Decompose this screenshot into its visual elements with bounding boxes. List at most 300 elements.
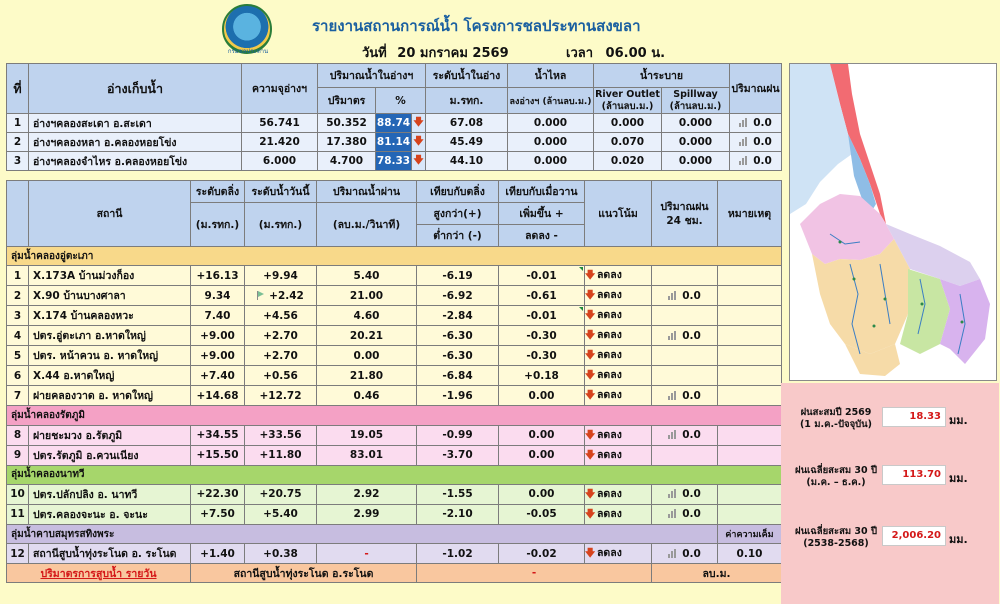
reservoir-level: 44.10 [426,152,508,171]
report-header [0,0,1000,62]
station-rain-cell [652,326,718,346]
station-today-cell [245,504,317,524]
rain-bars-icon [668,549,678,558]
station-today-cell [245,425,317,445]
station-vs-yesterday: -0.01 [526,269,557,282]
station-flow: - [317,544,417,564]
reservoir-row [7,114,782,133]
page-title: รายงานสถานการณ์น้ำ โครงการชลประทานสงขลา [312,17,641,35]
station-trend-cell [585,425,652,445]
station-trend-cell [585,544,652,564]
down-arrow-icon: 🡇 [585,310,596,322]
station-today-level: +20.75 [259,488,302,501]
station-bank-level: +14.68 [191,386,245,406]
station-rain-cell [652,445,718,465]
station-today-level: +4.56 [263,309,298,322]
station-row [7,346,782,366]
station-today-level: +0.38 [263,547,298,560]
station-row [7,425,782,445]
station-trend: ลดลง [597,507,622,520]
station-no: 9 [7,445,29,465]
col-trend: แนวโน้ม [585,181,652,247]
station-vs-yesterday: -0.01 [526,309,557,322]
station-vs-bank: -1.02 [417,544,499,564]
reservoir-rain: 0.0 [753,136,772,148]
rain-avg-period-unit: มม. [949,472,968,485]
pumping-volume-value: - [417,564,652,583]
station-rain-cell [652,306,718,326]
station-rain-cell [652,504,718,524]
station-note [718,266,782,286]
station-vs-bank: -6.19 [417,266,499,286]
station-bank-level: +22.30 [191,484,245,504]
station-rain-cell [652,266,718,286]
station-trend-cell [585,504,652,524]
station-bank-level: +1.40 [191,544,245,564]
rain-avg-period-value: 113.70 [882,465,946,485]
station-note [718,366,782,386]
station-flow: 19.05 [317,425,417,445]
col-river-outlet: River Outlet (ล้านลบ.ม.) [595,88,660,112]
station-flow: 0.00 [317,346,417,366]
station-today-level: +2.42 [269,289,304,302]
station-name: ปตร.รัตภูมิ อ.ควนเนียง [29,445,191,465]
reservoir-inflow: 0.000 [508,152,594,171]
station-today-cell [245,366,317,386]
station-vs-yesterday-cell [499,425,585,445]
basin-name: ลุ่มน้ำคลองนาทวี [7,465,782,484]
station-no: 8 [7,425,29,445]
reservoir-percent: 81.14 [376,133,412,152]
rain-avg-period-label: ฝนเฉลี่ยสะสม 30 ปี (ม.ค. – ธ.ค.) [795,465,877,488]
station-trend: ลดลง [597,487,622,500]
station-name: X.44 อ.หาดใหญ่ [29,366,191,386]
station-today-level: +33.56 [259,429,302,442]
station-row [7,386,782,406]
station-bank-level: 7.40 [191,306,245,326]
station-trend-cell [585,306,652,326]
station-vs-yesterday-cell [499,266,585,286]
report-time [566,42,673,63]
rain-ytd-value: 18.33 [882,407,946,427]
station-note [718,445,782,465]
down-arrow-icon: 🡇 [585,370,596,382]
pumping-volume-unit: ลบ.ม. [652,564,782,583]
station-vs-yesterday-cell [499,306,585,326]
station-today-cell [245,286,317,306]
reservoir-spillway: 0.000 [662,114,730,133]
station-row [7,504,782,524]
station-no: 10 [7,484,29,504]
reservoir-rain-cell [730,114,782,133]
col-flow-unit: (ลบ.ม./วินาที) [317,203,417,247]
col-bank-unit: (ม.รทก.) [191,203,245,247]
down-arrow-icon: 🡇 [413,135,424,147]
col-vs-yest-up: เพิ่มขึ้น + [499,203,585,225]
station-name: X.90 บ้านบางศาลา [29,286,191,306]
comment-marker-icon [579,267,583,271]
station-flow: 5.40 [317,266,417,286]
station-bank-level: 9.34 [191,286,245,306]
station-flow: 21.00 [317,286,417,306]
station-name: ปตร.ปลักปลิง อ. นาทวี [29,484,191,504]
station-bank-level: +15.50 [191,445,245,465]
station-vs-bank: -6.84 [417,366,499,386]
station-vs-yesterday: -0.30 [526,329,557,342]
station-vs-bank: -1.96 [417,386,499,406]
down-arrow-icon: 🡇 [585,330,596,342]
reservoir-rain-cell [730,152,782,171]
station-no: 5 [7,346,29,366]
rain-bars-icon [668,331,678,340]
reservoir-row [7,133,782,152]
station-trend-cell [585,266,652,286]
station-table [6,180,782,583]
reservoir-name: อ่างฯคลองหลา อ.คลองหอยโข่ง [29,133,242,152]
station-bank-level: +9.00 [191,326,245,346]
rain-bars-icon [668,391,678,400]
reservoir-rain: 0.0 [753,117,772,129]
station-trend: ลดลง [597,329,622,342]
station-trend-cell [585,366,652,386]
reservoir-name: อ่างฯคลองจำไหร อ.คลองหอยโข่ง [29,152,242,171]
report-date [362,42,515,63]
rain-bars-icon [668,489,678,498]
comment-marker-icon [579,307,583,311]
station-today-cell [245,386,317,406]
station-vs-yesterday: 0.00 [528,488,555,501]
station-trend: ลดลง [597,389,622,402]
station-no: 6 [7,366,29,386]
rain-bars-icon [739,156,749,165]
station-vs-yesterday-cell [499,366,585,386]
station-flow: 2.92 [317,484,417,504]
station-vs-bank: -2.84 [417,306,499,326]
station-vs-yesterday-cell [499,326,585,346]
station-name: X.174 บ้านคลองหวะ [29,306,191,326]
reservoir-inflow: 0.000 [508,133,594,152]
station-today-level: +11.80 [259,449,302,462]
col-inflow-sub: ลงอ่างฯ (ล้านลบ.ม.) [508,88,594,114]
reservoir-rain-cell [730,133,782,152]
station-today-level: +5.40 [263,508,298,521]
station-note [718,286,782,306]
station-vs-bank: -0.99 [417,425,499,445]
station-vs-bank: -3.70 [417,445,499,465]
station-vs-yesterday: 0.00 [528,449,555,462]
pumping-volume-row [7,564,782,583]
station-today-cell [245,346,317,366]
station-vs-yesterday-cell [499,544,585,564]
down-arrow-icon: 🡇 [585,350,596,362]
station-rain: 0.0 [682,508,701,521]
station-vs-yesterday: +0.18 [524,369,559,382]
reservoir-river-outlet: 0.000 [594,114,662,133]
col-station: สถานี [29,181,191,247]
col-today-level: ระดับน้ำวันนี้ [245,181,317,203]
station-note [718,425,782,445]
station-no: 1 [7,266,29,286]
rain-bars-icon [668,430,678,439]
col-note: หมายเหตุ [718,181,782,247]
station-row [7,544,782,564]
station-trend: ลดลง [597,309,622,322]
station-vs-yesterday-cell [499,445,585,465]
station-no: 3 [7,306,29,326]
rain-avg-30y-unit: มม. [949,533,968,546]
station-row [7,326,782,346]
rain-ytd-label: ฝนสะสมปี 2569 (1 ม.ค.-ปัจจุบัน) [799,407,873,430]
col-reservoir: อ่างเก็บน้ำ [29,64,242,114]
station-name: ปตร.อู่ตะเภา อ.หาดใหญ่ [29,326,191,346]
station-trend-cell [585,445,652,465]
station-trend: ลดลง [597,448,622,461]
col-capacity: ความจุอ่างฯ [242,64,318,114]
reservoir-capacity: 6.000 [242,152,318,171]
station-trend: ลดลง [597,269,622,282]
station-vs-yesterday: -0.05 [526,508,557,521]
time-value: 06.00 น. [605,46,666,61]
date-value: 20 มกราคม 2569 [397,46,509,61]
station-today-level: +2.70 [263,349,298,362]
station-rain: 0.0 [682,547,701,560]
station-bank-level: +16.13 [191,266,245,286]
station-rain: 0.0 [682,488,701,501]
daily-pumping-link[interactable]: ปริมาตรการสูบน้ำ รายวัน [7,564,191,583]
reservoir-river-outlet: 0.070 [594,133,662,152]
basin-name: ลุ่มน้ำคลองอู่ตะเภา [7,247,782,266]
station-rain: 0.0 [682,389,701,402]
down-arrow-icon: 🡇 [585,429,596,441]
station-rain-cell [652,386,718,406]
station-trend-cell [585,386,652,406]
station-no: 7 [7,386,29,406]
station-name: สถานีสูบน้ำทุ่งระโนด อ. ระโนด [29,544,191,564]
reservoir-capacity: 21.420 [242,133,318,152]
station-flow: 4.60 [317,306,417,326]
station-rain: 0.0 [682,289,701,302]
station-today-cell [245,306,317,326]
station-rain-cell [652,425,718,445]
date-label: วันที่ [362,46,387,61]
reservoir-volume: 4.700 [318,152,376,171]
down-arrow-icon: 🡇 [413,154,424,166]
station-vs-bank: -2.10 [417,504,499,524]
station-note: 0.10 [718,544,782,564]
station-row [7,366,782,386]
station-vs-yesterday: -0.30 [526,349,557,362]
station-row [7,286,782,306]
station-vs-bank: -6.30 [417,326,499,346]
station-rain-cell [652,286,718,306]
station-row [7,266,782,286]
col-rain: ปริมาณฝน [730,64,782,114]
station-today-cell [245,445,317,465]
reservoir-volume: 50.352 [318,114,376,133]
col-spillway: Spillway (ล้านลบ.ม.) [662,88,730,114]
station-trend-cell [585,484,652,504]
rain-bars-icon [739,118,749,127]
basin-name: ลุ่มน้ำคาบสมุทรสทิงพระ [7,524,718,543]
reservoir-row [7,152,782,171]
station-today-cell [245,544,317,564]
station-trend: ลดลง [597,349,622,362]
col-vs-yesterday: เทียบกับเมื่อวาน [499,181,585,203]
station-today-level: +9.94 [263,269,298,282]
station-vs-yesterday-cell [499,484,585,504]
station-flow: 83.01 [317,445,417,465]
station-flow: 2.99 [317,504,417,524]
station-vs-bank: -6.92 [417,286,499,306]
station-rain: 0.0 [682,329,701,342]
basin-map-image [790,64,997,381]
reservoir-level: 45.49 [426,133,508,152]
down-arrow-icon: 🡇 [585,270,596,282]
station-vs-bank: -1.55 [417,484,499,504]
station-flow: 20.21 [317,326,417,346]
basin-name: ลุ่มน้ำคลองรัตภูมิ [7,406,782,425]
reservoir-inflow: 0.000 [508,114,594,133]
rain-avg-30y-label: ฝนเฉลี่ยสะสม 30 ปี (2538-2568) [795,526,877,549]
station-row [7,306,782,326]
time-label: เวลา [566,46,594,61]
station-vs-yesterday-cell [499,386,585,406]
station-vs-yesterday-cell [499,346,585,366]
col-volume-sub: ปริมาตร [318,88,376,114]
down-arrow-icon: 🡇 [585,548,596,560]
col-vs-yest-down: ลดลง - [499,225,585,247]
station-bank-level: +9.00 [191,346,245,366]
basin-group-header [7,406,782,425]
col-volume: ปริมาณน้ำในอ่างฯ [318,64,426,88]
down-arrow-icon: 🡇 [585,390,596,402]
station-vs-yesterday-cell [499,504,585,524]
col-percent-sub: % [376,88,426,114]
station-name: ฝายชะมวง อ.รัตภูมิ [29,425,191,445]
col-level-unit: ม.รทก. [426,88,508,114]
reservoir-table [6,63,782,171]
station-flow: 21.80 [317,366,417,386]
col-outflow: น้ำระบาย [594,64,730,88]
station-bank-level: +7.40 [191,366,245,386]
station-trend: ลดลง [597,547,622,560]
station-vs-yesterday: -0.61 [526,289,557,302]
station-trend: ลดลง [597,369,622,382]
salinity-header: ค่าความเค็ม [718,524,782,543]
station-today-level: +2.70 [263,329,298,342]
col-today-unit: (ม.รทก.) [245,203,317,247]
reservoir-level: 67.08 [426,114,508,133]
station-today-level: +0.56 [263,369,298,382]
station-today-cell [245,484,317,504]
station-today-cell [245,326,317,346]
reservoir-no: 3 [7,152,29,171]
station-rain-cell [652,484,718,504]
station-no: 11 [7,504,29,524]
down-arrow-icon: 🡇 [413,116,424,128]
station-note [718,326,782,346]
station-trend-cell [585,346,652,366]
station-no: 12 [7,544,29,564]
flag-icon [257,291,265,299]
reservoir-river-outlet: 0.020 [594,152,662,171]
reservoir-rain: 0.0 [753,155,772,167]
station-trend-cell [585,326,652,346]
col-inflow: น้ำไหล [508,64,594,88]
station-vs-yesterday-cell [499,286,585,306]
col-vs-bank: เทียบกับตลิ่ง [417,181,499,203]
station-note [718,504,782,524]
station-bank-level: +34.55 [191,425,245,445]
station-name: ปตร.คลองจะนะ อ. จะนะ [29,504,191,524]
station-trend: ลดลง [597,428,622,441]
rain-bars-icon [668,291,678,300]
station-trend-cell [585,286,652,306]
col-flow: ปริมาณน้ำผ่าน [317,181,417,203]
reservoir-spillway: 0.000 [662,152,730,171]
station-rain-cell [652,544,718,564]
reservoir-spillway: 0.000 [662,133,730,152]
station-row [7,445,782,465]
rain-ytd-unit: มม. [949,414,968,427]
station-bank-level: +7.50 [191,504,245,524]
col-bank-level: ระดับตลิ่ง [191,181,245,203]
station-no: 4 [7,326,29,346]
reservoir-no: 1 [7,114,29,133]
col-vs-bank-up: สูงกว่า(+) [417,203,499,225]
station-note [718,346,782,366]
reservoir-percent: 78.33 [376,152,412,171]
reservoir-volume: 17.380 [318,133,376,152]
station-no: 2 [7,286,29,306]
basin-group-header [7,524,782,543]
station-name: ปตร. หน้าควน อ. หาดใหญ่ [29,346,191,366]
down-arrow-icon: 🡇 [585,449,596,461]
basin-group-header [7,465,782,484]
reservoir-no: 2 [7,133,29,152]
rainfall-summary-panel [781,383,999,604]
col-rain24: ปริมาณฝน 24 ชม. [652,181,718,247]
reservoir-percent: 88.74 [376,114,412,133]
station-vs-yesterday: 0.00 [528,429,555,442]
station-flow: 0.46 [317,386,417,406]
station-rain: 0.0 [682,429,701,442]
down-arrow-icon: 🡇 [585,488,596,500]
station-name: X.173A บ้านม่วงก็อง [29,266,191,286]
station-rain-cell [652,346,718,366]
station-rain-cell [652,366,718,386]
station-trend: ลดลง [597,289,622,302]
col-level: ระดับน้ำในอ่าง [426,64,508,88]
col-no: ที่ [7,64,29,114]
reservoir-name: อ่างฯคลองสะเดา อ.สะเดา [29,114,242,133]
station-vs-yesterday: 0.00 [528,389,555,402]
province-basin-map [789,63,997,381]
reservoir-capacity: 56.741 [242,114,318,133]
down-arrow-icon: 🡇 [585,290,596,302]
down-arrow-icon: 🡇 [585,508,596,520]
rain-bars-icon [739,137,749,146]
pumping-station-name: สถานีสูบน้ำทุ่งระโนด อ.ระโนด [191,564,417,583]
station-today-level: +12.72 [259,389,302,402]
station-vs-yesterday: -0.02 [526,547,557,560]
basin-group-header [7,247,782,266]
station-note [718,484,782,504]
logo-text: กรมชลประทาน [227,48,269,55]
station-row [7,484,782,504]
station-note [718,306,782,326]
station-today-cell [245,266,317,286]
